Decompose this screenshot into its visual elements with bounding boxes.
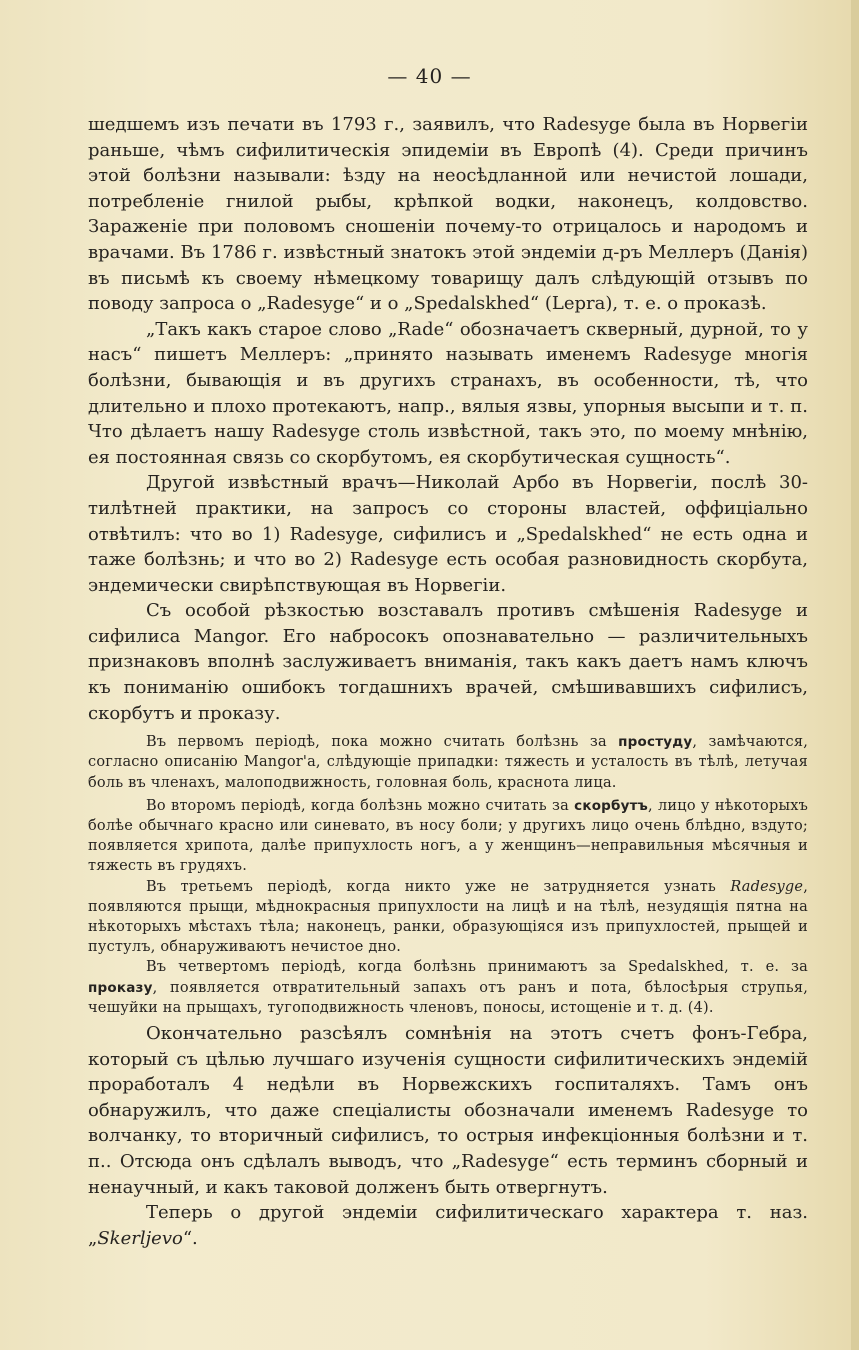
period-2-keyword: скорбутъ — [574, 797, 649, 814]
period-4-text-a: Въ четвертомъ періодѣ, когда болѣзнь принимаютъ за Spedalskhed, т. е. за — [146, 959, 808, 976]
period-3-text-b: , появляются прыщи, мѣднокрасныя припухлости на лицѣ и на тѣлѣ, незудящія пятна на нѣкоторыхъ мѣстахъ тѣла; наконецъ, ранки, образующіяся изъ припухлостей, прыщей и пустулъ, обнаруживаютъ нечистое дно. — [88, 878, 808, 956]
paragraph-6-text-a: Теперь о другой эндеміи сифилитическаго характера т. наз. „ — [88, 1202, 808, 1249]
period-1-keyword: простуду — [618, 734, 693, 751]
period-2-text-b: , лицо у нѣкоторыхъ болѣе обычнаго красно или синевато, въ носу боли; у другихъ лицо очень блѣдно, вздуто; появляется хрипота, далѣе припухлость ногъ, а у женщинъ—неправильныя мѣсячныя и тяжесть въ грудяхъ. — [88, 797, 809, 875]
paragraph-5: Окончательно разсѣялъ сомнѣнія на этотъ счетъ фонъ-Гебра, который съ цѣлью лучшаго изученія сущности сифилитическихъ эндемій проработалъ 4 недѣли въ Норвежскихъ госпиталяхъ. Тамъ онъ обнаружилъ, что даже спеціалисты обозначали именемъ Radesyge то волчанку, то вторичный сифилисъ, то острыя инфекціонныя болѣзни и т. п.. Отсюда онъ сдѣлалъ выводъ, что „Radesyge“ есть терминъ сборный и ненаучный, и какъ таковой долженъ быть отвергнутъ. — [88, 1023, 808, 1198]
period-2-paragraph — [88, 796, 808, 877]
period-3-paragraph — [88, 877, 808, 958]
page-number: — 40 — — [387, 64, 472, 88]
paragraph-6-text-b: “. — [182, 1227, 198, 1249]
paragraph-3: Другой извѣстный врачъ—Николай Арбо въ Норвегіи, послѣ 30-тилѣтней практики, на запросъ со стороны властей, оффиціально отвѣтилъ: что во 1) Radesyge, сифилисъ и „Spedalskhed“ не есть одна и таже болѣзнь; и что во 2) Radesyge есть особая разновидность скорбута, эндемически свирѣпствующая въ Норвегіи. — [88, 472, 808, 596]
paragraph-1: шедшемъ изъ печати въ 1793 г., заявилъ, что Radesyge была въ Норвегіи раньше, чѣмъ сифилитическія эпидеміи въ Европѣ (4). Среди причинъ этой болѣзни называли: ѣзду на неосѣдланной или нечистой лошади, потребленіе гнилой рыбы, крѣпкой водки, наконецъ, колдовство. Зараженіе при половомъ сношеніи почему-то отрицалось и народомъ и врачами. Въ 1786 г. извѣстный знатокъ этой эндеміи д-ръ Меллеръ (Данія) въ письмѣ къ своему нѣмецкому товарищу далъ слѣдующій отзывъ по поводу запроса о „Radesyge“ и о „Spedalskhed“ (Lepra), т. е. о проказѣ. — [88, 114, 808, 315]
paragraph-2: „Такъ какъ старое слово „Rade“ обозначаетъ скверный, дурной, то у насъ“ пишетъ Меллеръ: „принято называть именемъ Radesyge многія болѣзни, бывающія и въ другихъ странахъ, въ особенности, тѣ, что длительно и плохо протекаютъ, напр., вялыя язвы, упорныя высыпи и т. п. Что дѣлаетъ нашу Radesyge столь извѣстной, такъ это, по моему мнѣнію, ея постоянная связь со скорбутомъ, ея скорбутическая сущность“. — [88, 318, 808, 468]
period-3-keyword: Radesyge — [730, 878, 804, 895]
period-1-text-a: Въ первомъ періодѣ, пока можно считать болѣзнь за — [146, 734, 619, 751]
period-2-text-a: Во второмъ періодѣ, когда болѣзнь можно считать за — [146, 797, 575, 814]
period-4-keyword: проказу — [88, 979, 153, 996]
paragraph-4: Съ особой рѣзкостью возставалъ противъ смѣшенія Radesyge и сифилиса Mangor. Его набросокъ опознавательно — различительныхъ признаковъ вполнѣ заслуживаетъ вниманія, такъ какъ даетъ намъ ключъ къ пониманію ошибокъ тогдашнихъ врачей, смѣшивавшихъ сифилисъ, скорбутъ и проказу. — [88, 600, 808, 724]
period-1-text-b: , замѣчаются, согласно описанію Mangor'а, слѣдующіе припадки: тяжесть и усталость въ тѣлѣ, летучая боль въ членахъ, малоподвижность, головная боль, краснота лица. — [88, 734, 808, 791]
body-text — [88, 112, 808, 1251]
period-1-paragraph — [88, 732, 808, 793]
paragraph-6 — [88, 1200, 808, 1251]
period-3-text-a: Въ третьемъ періодѣ, когда никто уже не затрудняется узнать — [146, 878, 731, 895]
period-4-paragraph — [88, 957, 808, 1018]
period-4-text-b: , появляется отвратительный запахъ отъ ранъ и пота, бѣлосѣрыя струпья, чешуйки на прыщахъ, тугоподвижность членовъ, поносы, истощеніе и т. д. (4). — [88, 979, 808, 1016]
paragraph-6-term: Skerljevo — [97, 1227, 183, 1249]
page-edge-shadow — [851, 0, 859, 1350]
